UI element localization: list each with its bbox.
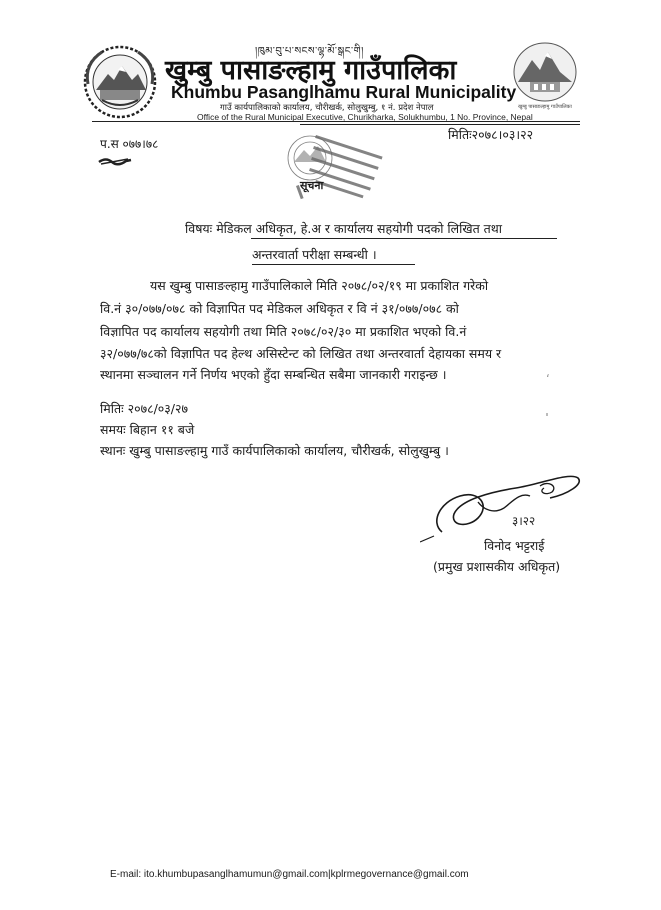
letterhead-divider xyxy=(92,121,580,122)
exam-date: मितिः २०७८/०३/२७ xyxy=(100,401,188,416)
municipality-emblem-logo xyxy=(82,44,158,120)
signatory-title: (प्रमुख प्रशासकीय अधिकृत) xyxy=(433,559,561,574)
footer-email: E-mail: ito.khumbupasanglhamumun@gmail.com|kplrmegovernance@gmail.com xyxy=(110,869,469,880)
subject-line-2 xyxy=(252,246,377,263)
english-office-address: Office of the Rural Municipal Executive, Churikharka, Solukhumbu, 1 No. Province, Nepal xyxy=(197,112,533,122)
subject-text-1: मेडिकल अधिकृत, हे.अ र कार्यालय सहयोगी पदको लिखित तथा xyxy=(216,221,503,236)
reference-number: प.स ०७७।७८ xyxy=(100,137,159,151)
exam-place: स्थानः खुम्बु पासाङल्हामु गाउँ कार्यपालिकाको कार्यालय, चौरीखर्क, सोलुखुम्बु । xyxy=(100,443,449,458)
struck-dispatch-number xyxy=(98,156,132,166)
signatory-name: विनोद भट्टराई xyxy=(484,538,545,553)
signature-date: ३।२२ xyxy=(512,514,536,528)
nepali-office-address: गाउँ कार्यपालिकाको कार्यालय, चौरीखर्क, सोलुखुम्बु, १ नं. प्रदेश नेपाल xyxy=(220,103,434,113)
letter-date: मितिः२०७८।०३।२२ xyxy=(448,127,534,142)
nepali-municipality-name: खुम्बु पासाङल्हामु गाउँपालिका xyxy=(165,55,457,86)
office-stamp xyxy=(276,130,394,204)
body-line-3: विज्ञापित पद कार्यालय सहयोगी तथा मिति २०७८/०२/३० मा प्रकाशित भएको वि.नं xyxy=(100,324,467,339)
tibetan-name-line: །ཁུམ་བུ་པ་སངས་ལྷ་མོ་སྒང་གི། xyxy=(255,46,364,57)
subject-underline-2 xyxy=(252,264,415,265)
exam-time: समयः बिहान ११ बजे xyxy=(100,422,195,437)
subject-text-2: अन्तरवार्ता परीक्षा सम्बन्धी xyxy=(252,247,368,262)
body-line-1: यस खुम्बु पासाङल्हामु गाउँपालिकाले मिति २०७८/०२/१९ मा प्रकाशित गरेको xyxy=(150,278,489,293)
subject-prefix: विषयः xyxy=(185,221,213,236)
notice-label: सूचना xyxy=(300,179,324,192)
body-line-2: वि.नं ३०/०७७/०७८ को विज्ञापित पद मेडिकल अधिकृत र वि नं ३१/०७७/०७८ को xyxy=(100,301,459,316)
mountain-logo-caption: खुम्बु पासाङल्हामु गाउँपालिका xyxy=(518,104,572,110)
body-line-5: स्थानमा सञ्चालन गर्ने निर्णय भएको हुँदा सम्बन्धित सबैमा जानकारी गराइन्छ । xyxy=(100,367,447,382)
mountain-logo xyxy=(512,42,578,106)
subject-end-mark: । xyxy=(371,247,377,262)
margin-mark: ʻ xyxy=(546,372,550,386)
handwritten-signature xyxy=(420,462,585,548)
english-municipality-name: Khumbu Pasanglhamu Rural Municipality xyxy=(171,82,517,102)
subject-underline-1 xyxy=(251,238,557,239)
subject-line-1 xyxy=(185,220,502,237)
paper-speck xyxy=(546,413,548,416)
letterhead-divider-thin xyxy=(300,124,580,125)
body-line-4: ३२/०७७/७८को विज्ञापित पद हेल्थ असिस्टेन्ट को लिखित तथा अन्तरवार्ता देहायका समय र xyxy=(100,346,502,361)
